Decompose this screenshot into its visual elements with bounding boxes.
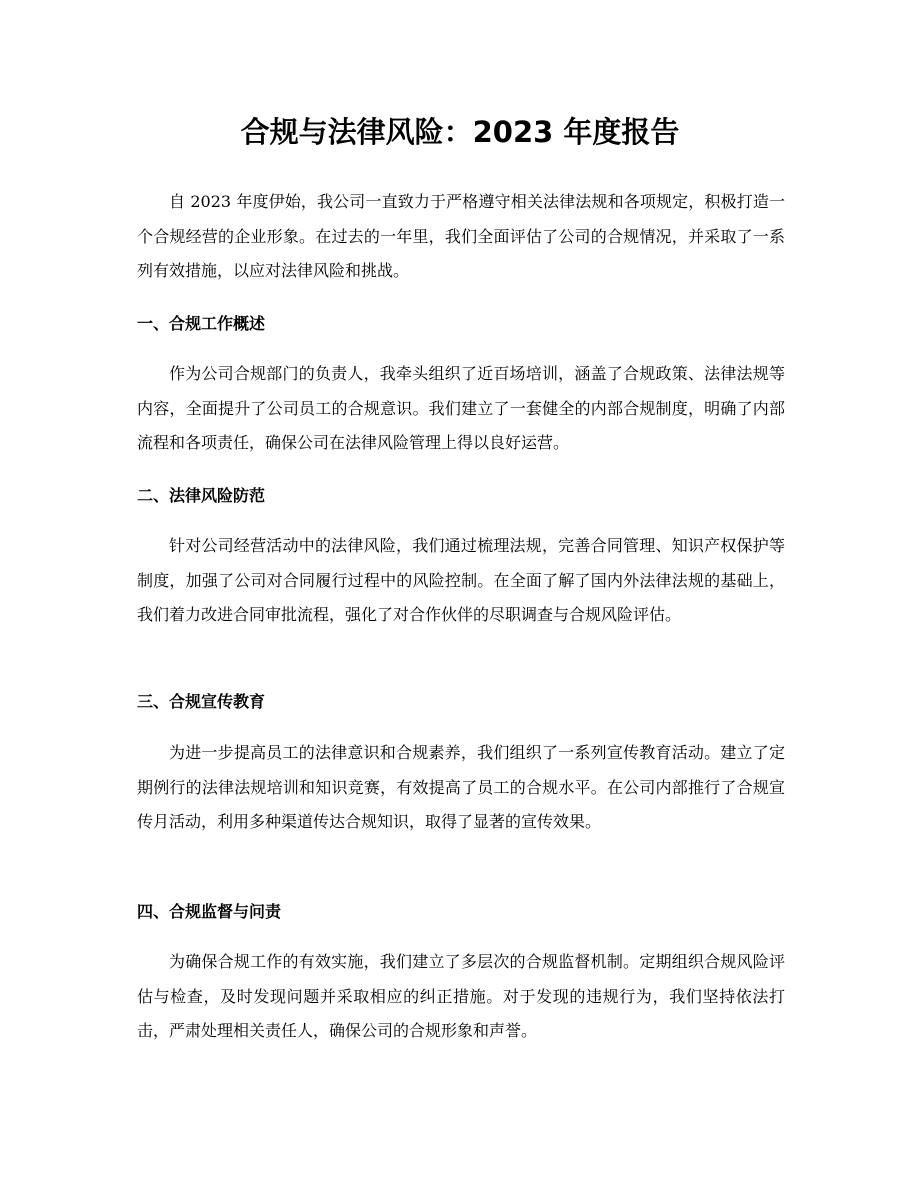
document-title: 合规与法律风险：2023 年度报告: [240, 115, 680, 149]
section-heading-risk-prevention: 二、法律风险防范: [137, 486, 266, 505]
section-body-education: 为进一步提高员工的法律意识和合规素养，我们组织了一系列宣传教育活动。建立了定期例行的法律法规培训和知识竞赛，有效提高了员工的合规水平。在公司内部推行了合规宣传月活动，利用多种渠道传达合规知识，取得了显著的宣传效果。: [137, 743, 785, 831]
section-heading-supervision: 四、合规监督与问责: [137, 902, 282, 921]
intro-paragraph: 自 2023 年度伊始，我公司一直致力于严格遵守相关法律法规和各项规定，积极打造一个合规经营的企业形象。在过去的一年里，我们全面评估了公司的合规情况，并采取了一系列有效措施，以应对法律风险和挑战。: [137, 192, 785, 280]
section-heading-overview: 一、合规工作概述: [137, 314, 266, 333]
section-body-risk-prevention: 针对公司经营活动中的法律风险，我们通过梳理法规，完善合同管理、知识产权保护等制度，加强了公司对合同履行过程中的风险控制。在全面了解了国内外法律法规的基础上，我们着力改进合同审批流程，强化了对合作伙伴的尽职调查与合规风险评估。: [137, 536, 785, 624]
section-body-supervision: 为确保合规工作的有效实施，我们建立了多层次的合规监督机制。定期组织合规风险评估与检查，及时发现问题并采取相应的纠正措施。对于发现的违规行为，我们坚持依法打击，严肃处理相关责任人，确保公司的合规形象和声誉。: [137, 952, 785, 1040]
section-heading-education: 三、合规宣传教育: [137, 692, 266, 711]
section-body-overview: 作为公司合规部门的负责人，我牵头组织了近百场培训，涵盖了合规政策、法律法规等内容，全面提升了公司员工的合规意识。我们建立了一套健全的内部合规制度，明确了内部流程和各项责任，确保公司在法律风险管理上得以良好运营。: [137, 364, 785, 452]
